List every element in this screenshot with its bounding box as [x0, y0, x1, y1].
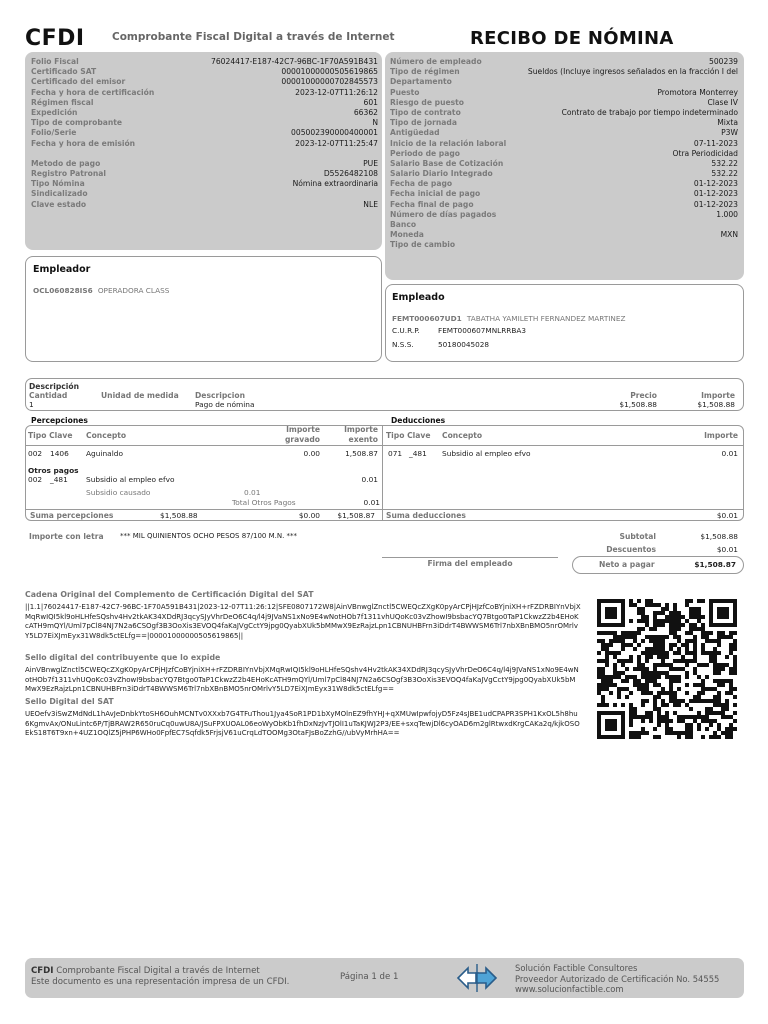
nss-value: 50180045028	[438, 340, 490, 349]
fiscal-field-value: 00001000000702845573	[281, 77, 378, 87]
footer-cfdi: CFDI	[31, 966, 54, 976]
fiscal-field-label: Certificado SAT	[31, 67, 97, 77]
solucion-factible-logo-icon	[456, 961, 498, 995]
ded-col-importe: Importe	[704, 431, 738, 440]
employee-field-value: 532.22	[711, 158, 738, 168]
fiscal-field-row	[31, 67, 378, 77]
perc-row2-concepto: Subsidio al empleo efvo	[86, 475, 175, 484]
ded-row1-clave: _481	[409, 449, 427, 458]
footer-provider-url: www.solucionfactible.com	[515, 984, 624, 995]
col-importe: Importe	[701, 391, 735, 400]
neto-box	[572, 556, 744, 574]
subtotal-value: $1,508.88	[700, 532, 738, 541]
employee-field-value: Promotora Monterrey	[657, 87, 738, 97]
employee-field-label: Periodo de pago	[390, 148, 461, 158]
suma-deducciones-total: $0.01	[716, 511, 738, 520]
fiscal-field-value: 601	[363, 97, 378, 107]
employer-rfc: OCL060828IS6	[33, 286, 93, 295]
concept-precio: $1,508.88	[619, 400, 657, 409]
footer-provider-name: Solución Factible Consultores	[515, 963, 638, 973]
document-title: RECIBO DE NÓMINA	[470, 28, 674, 49]
perc-col-gravado-line1: Importe	[286, 425, 320, 434]
footer-line2: Este documento es una representación impresa de un CFDI.	[31, 977, 290, 987]
employee-field-label: Salario Diario Integrado	[390, 169, 493, 179]
fiscal-field-row	[31, 118, 378, 128]
fiscal-field-row	[31, 88, 378, 98]
employee-field-label: Departamento	[390, 77, 452, 87]
concept-descripcion: Pago de nómina	[195, 400, 255, 409]
table-footer-line	[25, 509, 744, 510]
employer-card	[25, 256, 382, 362]
descuentos-value: $0.01	[716, 545, 738, 554]
fiscal-field-row	[31, 139, 378, 149]
employee-field-row	[390, 230, 738, 240]
employee-field-row	[390, 139, 738, 149]
fiscal-field-value: 66362	[353, 107, 378, 117]
perc-row1-gravado: 0.00	[303, 449, 320, 458]
employee-field-row	[390, 57, 738, 67]
employee-field-label: Tipo de cambio	[390, 240, 456, 250]
concept-desc-header: Descripción	[29, 382, 79, 391]
firma-label: Firma del empleado	[427, 559, 513, 568]
employee-field-label: Riesgo de puesto	[390, 97, 465, 107]
footer-text	[31, 966, 289, 988]
fiscal-field-label: Certificado del emisor	[31, 77, 126, 87]
cfdi-logo: CFDI	[25, 26, 85, 51]
employee-field-label: Tipo de régimen	[390, 67, 460, 77]
fiscal-field-label: Fecha y hora de emisión	[31, 138, 136, 148]
suma-deducciones-label: Suma deducciones	[386, 511, 466, 520]
perc-col-gravado-line2: gravado	[284, 434, 320, 444]
employee-field-value: Contrato de trabajo por tiempo indeterminado	[561, 107, 738, 117]
employee-title: Empleado	[392, 292, 445, 303]
concept-importe: $1,508.88	[697, 400, 735, 409]
employee-field-label: Número de empleado	[390, 57, 482, 66]
fiscal-field-value: N	[372, 118, 378, 128]
neto-label: Neto a pagar	[599, 560, 655, 569]
footer-page: Página 1 de 1	[340, 972, 399, 982]
curp-label: C.U.R.P.	[392, 326, 420, 335]
fiscal-field-row	[31, 200, 378, 210]
col-unidad: Unidad de medida	[101, 391, 179, 400]
employee-name: TABATHA YAMILETH FERNANDEZ MARTINEZ	[466, 314, 626, 323]
employee-field-value: 500239	[709, 57, 738, 66]
employer-title: Empleador	[33, 264, 91, 275]
footer-provider-cert: Proveedor Autorizado de Certificación No. 54555	[515, 973, 720, 984]
table-header-line	[25, 445, 744, 446]
neto-value: $1,508.87	[694, 560, 736, 569]
fiscal-field-value: Nómina extraordinaria	[292, 179, 378, 189]
perc-row2-clave: _481	[50, 475, 68, 484]
total-otros-label: Total Otros Pagos	[232, 498, 296, 507]
importe-letra-value: *** MIL QUINIENTOS OCHO PESOS 87/100 M.N. ***	[120, 532, 298, 540]
fiscal-field-row	[31, 77, 378, 87]
concept-cantidad: 1	[29, 400, 34, 409]
employee-field-row	[390, 149, 738, 159]
fiscal-info-list	[31, 57, 378, 210]
employee-field-row	[390, 77, 738, 87]
footer-provider	[515, 963, 719, 995]
perc-col-exento-line1: Importe	[344, 425, 378, 434]
sello-sat-title: Sello Digital del SAT	[25, 697, 114, 706]
ded-row1-tipo: 071	[388, 449, 403, 458]
fiscal-field-value: 005002390000400001	[291, 128, 378, 138]
employee-field-value: Otra Periodicidad	[672, 148, 738, 158]
fiscal-field-label: Fecha y hora de certificación	[31, 87, 155, 97]
ded-row1-importe: 0.01	[721, 449, 738, 458]
cadena-title: Cadena Original del Complemento de Certificación Digital del SAT	[25, 590, 314, 599]
fiscal-field-row	[31, 159, 378, 169]
perc-col-tipo-clave: Tipo Clave	[28, 431, 73, 440]
employee-field-label: Fecha final de pago	[390, 199, 474, 209]
employee-field-row	[390, 169, 738, 179]
fiscal-field-row	[31, 98, 378, 108]
suma-percepciones-total: $1,508.88	[160, 511, 198, 520]
ded-col-concepto: Concepto	[442, 431, 483, 440]
descuentos-label: Descuentos	[606, 545, 656, 554]
sello-contrib-value: AinVBnwglZnctl5CWEQcZXgK0pyArCPjHJzfCoBYjniXH+rFZDRBIYnVbjXMqRwIQI5kl9oHLHfeSQshv4Hv2tkAK34XDdRJ3qcySJyVhrDeO6C4q/l4j9JVaNS1xNo9E4wNotHOb7f1311vhUQoKc03vZhowI9bsbacYQ7Btgo0TaP1CkwzZ2b4EHoKcATH9mQYl/Uml7pCl84NJ7N2a6CSOgf3B3OoXis3EVOQ4faKaJVgCctY9jpg0QyabXUk5bMMwX9EzRajzLpn1CBNUHBFrn3iDdrT4BWWSM6Trl7nbXBnBMO5nrOMrlvY5LD7EiXJmEyx31W8dk5ctELfg==	[25, 666, 579, 694]
fiscal-field-label: Tipo Nómina	[31, 179, 85, 189]
col-descripcion: Descripcion	[195, 391, 245, 400]
fiscal-field-spacer	[31, 149, 378, 159]
concept-box	[25, 378, 744, 411]
perc-row1-exento: 1,508.87	[345, 449, 378, 458]
table-divider	[382, 425, 383, 521]
suma-percepciones-label: Suma percepciones	[30, 511, 114, 520]
total-otros-value: 0.01	[363, 498, 380, 507]
fiscal-field-row	[31, 189, 378, 199]
otros-pagos-title: Otros pagos	[28, 466, 79, 475]
employee-field-row	[390, 179, 738, 189]
employee-card	[385, 284, 744, 362]
employee-field-value: 07-11-2023	[693, 138, 738, 148]
employee-field-row	[390, 240, 738, 250]
employee-field-label: Fecha inicial de pago	[390, 189, 481, 199]
fiscal-field-label: Régimen fiscal	[31, 97, 94, 107]
qr-code	[597, 599, 737, 739]
employee-field-label: Antigüedad	[390, 128, 440, 138]
fiscal-field-label: Metodo de pago	[31, 158, 101, 168]
fiscal-field-value: NLE	[363, 199, 378, 209]
employee-field-row	[390, 118, 738, 128]
employee-field-row	[390, 159, 738, 169]
employee-field-label: Número de días pagados	[390, 209, 497, 219]
employer-name: OPERADORA CLASS	[97, 286, 170, 295]
fiscal-field-label: Clave estado	[31, 199, 87, 209]
subtotal-label: Subtotal	[619, 532, 656, 541]
fiscal-field-row	[31, 128, 378, 138]
percepciones-title: Percepciones	[31, 416, 88, 425]
deducciones-title: Deducciones	[391, 416, 446, 425]
col-precio: Precio	[630, 391, 657, 400]
employee-field-row	[390, 220, 738, 230]
employee-field-value: P3W	[721, 128, 738, 138]
employee-field-value: Clase IV	[707, 97, 738, 107]
employee-field-label: Fecha de pago	[390, 179, 453, 189]
employee-field-label: Moneda	[390, 230, 424, 240]
fiscal-field-label: Expedición	[31, 107, 78, 117]
perc-row1-tipo: 002	[28, 449, 43, 458]
fiscal-field-label: Registro Patronal	[31, 169, 107, 179]
fiscal-field-value: PUE	[363, 158, 378, 168]
employee-field-value: 01-12-2023	[693, 189, 738, 199]
fiscal-field-label: Tipo de comprobante	[31, 118, 123, 128]
employee-field-label: Puesto	[390, 87, 420, 97]
employee-field-label: Tipo de contrato	[390, 107, 461, 117]
employee-field-label: Salario Base de Cotización	[390, 158, 504, 168]
employee-info-list	[390, 57, 738, 251]
footer-line1: Comprobante Fiscal Digital a través de Internet	[56, 966, 260, 976]
employee-field-row	[390, 200, 738, 210]
fiscal-field-value: D5526482108	[323, 169, 378, 179]
col-cantidad: Cantidad	[29, 391, 68, 400]
importe-letra-label: Importe con letra	[29, 532, 104, 541]
fiscal-field-value: 2023-12-07T11:25:47	[295, 138, 378, 148]
fiscal-field-row	[31, 108, 378, 118]
perc-row2-importe: 0.01	[361, 475, 378, 484]
cadena-value: ||1.1|76024417-E187-42C7-96BC-1F70A591B431|2023-12-07T11:26:12|SFE0807172W8|AinVBnwglZnctl5CWEQcZXgK0pyArCPjHJzfCoBYjniXH+rFZDRBIYnVbjXMqRwIQI5kl9oHLHfeSQshv4Hv2tkAK34XDdRJ3qcySJyVhrDeO6C4q/l4j9JVaNS1xNo9E4wNotHOb7f1311vhUQoKc03vZhowI9bsbacYQ7Btgo0TaP1CkwzZ2b4EHoKcATH9mQYl/Uml7pCl84NJ7N2a6CSOgf3B3OoXis3EVOQ4faKaJVgCctY9jpg0QyabXUk5bMMwX9EzRajzLpn1CBNUHBFrn3iDdrT4BWWSM6Trl7nbXBnBMO5nrOMrlvY5LD7EiXJmEyx31W8dk5ctELfg==|00001000000505619865||	[25, 603, 581, 640]
sello-sat-value: UEOefv3iSwZMdNdL1hAvJeDnbkYtoSH6OuhMCNTv0XXxb7G4TFuThou1Jya4SoR1PD1bXyMOlnEZ9fhYHJ+qXMUwIpwfojyD5Fz4sJBE1udCPAPR3SPH1KxOL5h8hu6KgmvAx/ONuLintc6P/TjBRAW2R650ruCq0uwU8A/JSuFPXUOAL06eoWyObKb1fhDxNzJvTJOlI1uTaKJWJ2P3/EE+sxqTewjDl6cyOAD6m2glRtwxdKrgCAKa2q/kjkOSOEkS18T6T9xn+4UZ1OQlZ5jPHP6WHo0FpfEC7Sqfdk5FrjsjV61uCrqLdTOOMg3OtaFJsBoZzhG//ubVyMrhHA==	[25, 710, 580, 738]
fiscal-field-row	[31, 179, 378, 189]
employee-field-row	[390, 67, 738, 77]
sello-contrib-title: Sello digital del contribuyente que lo expide	[25, 653, 221, 662]
perc-row1-clave: 1406	[50, 449, 69, 458]
fiscal-field-row	[31, 57, 378, 67]
perc-col-gravado	[276, 425, 320, 444]
employee-rfc: FEMT000607UD1	[392, 314, 462, 323]
ded-row1-concepto: Subsidio al empleo efvo	[442, 449, 531, 458]
subsidio-causado-label: Subsidio causado	[86, 488, 151, 497]
ded-col-tipo-clave: Tipo Clave	[386, 431, 431, 440]
fiscal-field-label: Folio/Serie	[31, 128, 77, 138]
fiscal-field-value: 2023-12-07T11:26:12	[295, 87, 378, 97]
employee-field-row	[390, 189, 738, 199]
employee-field-value: Mixta	[717, 118, 738, 128]
employee-field-row	[390, 108, 738, 118]
employee-field-value: 01-12-2023	[693, 199, 738, 209]
firma-line	[382, 557, 558, 558]
payroll-table	[25, 425, 744, 521]
fiscal-field-value: 00001000000505619865	[281, 67, 378, 77]
curp-value: FEMT000607MNLRRBA3	[438, 326, 527, 335]
employee-field-value: 532.22	[711, 169, 738, 179]
subsidio-causado-value: 0.01	[244, 488, 261, 497]
employee-field-row	[390, 210, 738, 220]
fiscal-field-row	[31, 169, 378, 179]
employee-field-value: MXN	[720, 230, 738, 240]
fiscal-field-label: Sindicalizado	[31, 189, 88, 199]
perc-col-exento-line2: exento	[348, 434, 378, 444]
fiscal-field-label: Folio Fiscal	[31, 57, 79, 66]
perc-row2-tipo: 002	[28, 475, 43, 484]
employee-field-row	[390, 98, 738, 108]
suma-percepciones-gravado: $0.00	[298, 511, 320, 520]
suma-percepciones-exento: $1,508.87	[337, 511, 375, 520]
perc-row1-concepto: Aguinaldo	[86, 449, 123, 458]
nss-label: N.S.S.	[392, 340, 414, 349]
cfdi-subtitle: Comprobante Fiscal Digital a través de Internet	[112, 31, 395, 43]
perc-col-concepto: Concepto	[86, 431, 127, 440]
employee-field-value: 01-12-2023	[693, 179, 738, 189]
employee-field-label: Tipo de jornada	[390, 118, 457, 128]
employee-field-label: Inicio de la relación laboral	[390, 138, 507, 148]
employee-field-row	[390, 128, 738, 138]
employee-field-value: Sueldos (Incluye ingresos señalados en la fracción I del	[527, 67, 738, 77]
employee-field-row	[390, 88, 738, 98]
employee-field-label: Banco	[390, 220, 417, 229]
fiscal-field-value: 76024417-E187-42C7-96BC-1F70A591B431	[211, 57, 378, 66]
perc-col-exento	[332, 425, 378, 444]
employee-field-value: 1.000	[716, 209, 738, 219]
